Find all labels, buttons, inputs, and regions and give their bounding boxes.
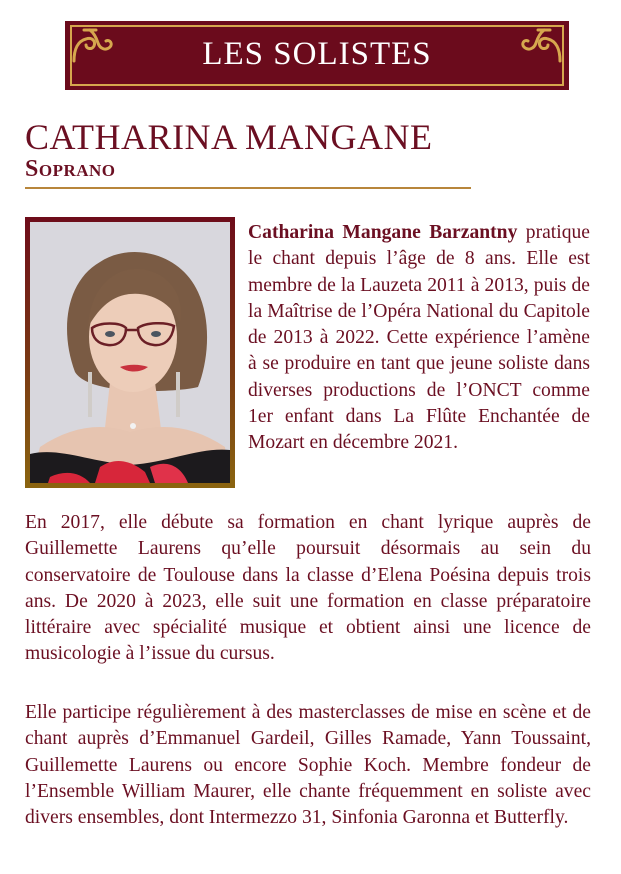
divider-rule [25,187,471,189]
portrait-frame [25,217,235,488]
portrait-illustration [30,222,230,483]
soloist-role: Soprano [25,156,116,182]
portrait-photo [30,222,230,483]
bio-name-bold: Catharina Mangane Barzantny [248,222,518,243]
bio-paragraph-2: En 2017, elle débute sa formation en chant lyrique auprès de Guillemette Laurens qu’elle poursuit désormais au sein du conservatoire de Toulouse dans la classe d’Elena Poésina depuis trois ans. De 2020 à 2023, elle suit une formation en classe préparatoire littéraire avec spécialité musique et obtient ainsi une licence de musicologie à l’issue du cursus. [25,512,591,665]
bio-paragraph-1-text: pratique le chant depuis l’âge de 8 ans. Elle est membre de la Lauzeta 2011 à 2013, puis de la Maîtrise de l’Opéra National du Capitole de 2013 à 2022. Cette expérience l’amène à se produire en tant que jeune soliste dans diverses productions de l’ONCT comme 1er enfant dans La Flûte Enchantée de Mozart en décembre 2021. [248,222,590,454]
soloist-name: CATHARINA MANGANE [25,117,433,157]
bio-paragraph-3: Elle participe régulièrement à des masterclasses de mise en scène et de chant auprès d’Emmanuel Gardeil, Gilles Ramade, Yann Toussaint, Guillemette Laurens ou encore Sophie Koch. Membre fondeur de l’Ensemble William Maurer, elle chante fréquemment en soliste avec divers ensembles, dont Intermezzo 31, Sinfonia Garonna et Butterfly. [25,702,591,829]
section-banner [65,21,569,90]
bio-paragraph-1 [248,220,590,457]
section-title: LES SOLISTES [202,36,432,72]
